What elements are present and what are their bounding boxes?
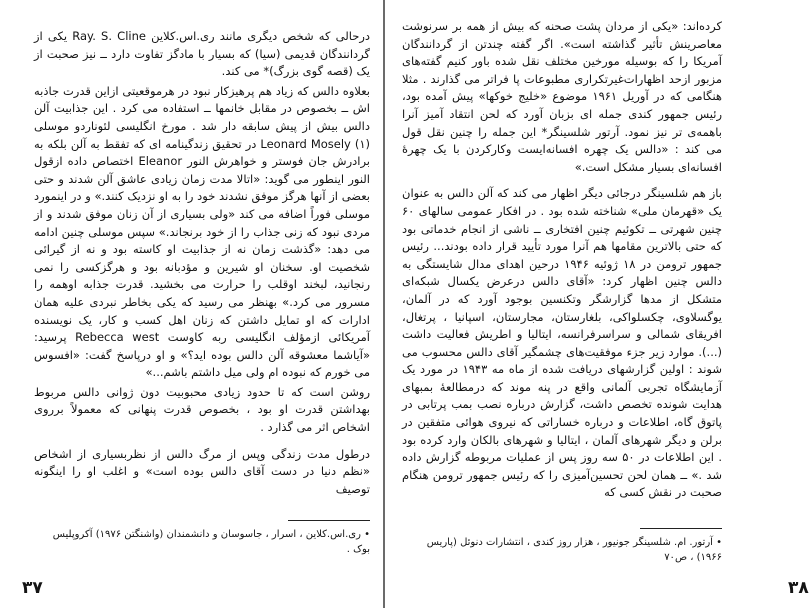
left-page-body	[34, 28, 370, 498]
left-footnote: • ری.اس.کلاین ، اسرار ، جاسوسان و دانشمندان (واشنگتن ۱۹۷۶) آکروپلیس بوک .	[52, 529, 370, 555]
left-page	[0, 0, 384, 608]
left-footnote-block	[48, 520, 370, 557]
left-paragraph-4: درطول مدت زندگی وپس از مرگ دالس از نظربسیاری از اشخاص «نظم دنیا در دست آقای دالس بوده است» و اغلب او را اینگونه توصیف	[34, 446, 370, 496]
right-page-body	[402, 18, 722, 502]
right-footnote-rule	[640, 528, 722, 529]
right-footnote-block	[402, 528, 722, 565]
left-page-number: ۳۷	[22, 578, 43, 598]
left-footnote-rule	[288, 520, 370, 521]
right-footnote: • آرتور. ام. شلسینگر جونیور ، هزار روز کندی ، انتشارات دنوئل (پاریس ۱۹۶۶) ، ص۷۰	[426, 537, 722, 563]
right-paragraph-1: کرده‌اند: «یکی از مردان پشت صحنه که بیش از همه بر سرنوشت معاصرینش تأثیر گذاشته است». اگر گفته چندتن از گردانندگان آمریکا را که بوسیله مورخین مختلف نقل شده باور کنیم گفته‌های مزبور ازحد اظهارات‌غیرتکراری مطبوعات پا فراتر می گذارند . مثلا هنگامی که در آوریل ۱۹۶۱ موضوع «خلیج خوکها» پیش آمده بود، رئیس جمهور کندی جمله ای بزبان آورد که لحن انتقاد آمیز آنرا باهمه‌ی تر نیز نمود. آرتور شلسینگر* این جمله را چنین نقل قول می کند : «دالس یک چهره افسانه‌ایست وکارکردن با یک چهرهٔ افسانه‌ای بسیار مشکل است.»	[402, 19, 722, 174]
right-paragraph-2: باز هم شلسینگر درجائی دیگر اظهار می کند که آلن دالس به عنوان یک «قهرمان ملی» شناخته شده بود . در افکار عمومی سالهای ۶۰ چنین شهرتی ــ تکوئیم چنین افتخاری ــ ناشی از انجام خدماتی بود که حتی بالاترین مقامها هم آنرا مورد تأیید قرار داده بودند... رئیس جمهور ترومن در ۱۸ ژوئیه ۱۹۴۶ درحین اهدای مدال شایستگی به دالس چنین اظهار کرد: «آقای دالس درعرض یکسال شبکه‌ای متشکل از مدها گزارشگر وتکنسین بوجود آورد که در آلمان، یوگسلاوی، چکسلواکی، بلغارستان، مجارستان، اسپانیا ، پرتغال، افریقای شمالی و سراسرفرانسه، ایتالیا و اطریش فعالیت داشت (...). موارد زیر جزء موفقیت‌های چشمگیر آقای دالس محسوب می شوند : اولین گزارشهای دریافت شده از ماه مه ۱۹۴۳ در مورد یک آزمایشگاه تجربی آلمانی واقع در پنه موند که درمطالعهٔ بمبهای هدایت شونده تخصص داشت، گزارش درباره نصب بمب پرتابی در پاتوق گاه، اطلاعات و درباره خساراتی که نیروی هوائی متفقین در برلن و دیگر شهرهای آلمان ، ایتالیا و شهرهای بالکان وارد کرده بود . این اطلاعات در ۵۰ سه روز پس از عملیات مربوطه گزارش داده شد .» ــ همان لحن تحسین‌آمیزی را که رئیس جمهور ترومن هنگام صحبت در نقش کسی که	[402, 186, 722, 500]
right-page-number: ۳۸	[788, 578, 809, 598]
left-paragraph-1: درحالی که شخص دیگری مانند ری.اس.کلاین Ray. S. Cline یکی از گردانندگان قدیمی (سیا) که بسیار با مادگز تفاوت دارد ــ نیز صحبت از یک (قصه گوی بزرگ)* می کند.	[34, 29, 370, 79]
right-page	[384, 0, 809, 608]
left-paragraph-3: روشن است که تا حدود زیادی محبوبیت دون ژوانی دالس مربوط بهداشتن قدرت او بود ، بخصوص قدرت پنهانی که معمولاً برروی اشخاص اثر می گذارد .	[34, 384, 370, 435]
left-paragraph-2: بعلاوه دالس که زیاد هم پرهیزکار نبود در هرموقعیتی ازاین قدرت جاذبه اش ــ بخصوص در مقابل خانمها ــ استفاده می کرد . این جذابیت آلن دالس بیش از پیش سابقه دار شد . مورخ انگلیسی لئوناردو موسلی Leonard Mosely (۱) در تحقیق زندگینامه ای که تفقط به آلن بلکه به برادرش جان فوستر و خواهرش النور Eleanor اختصاص داده ازقول النور اینطور می گوید: «اتالا مدت زمان زیادی عاشق آلن شدند و حتی بعضی از آنها هرگز موفق نشدند خود را به او نزدیک کنند.» و در اینمورد موسلی فوراً اضافه می کند «ولی بسیاری از آن زنان موفق شدند و از مردی نبود که زنی جذاب را از خود برنجاند.» سپس موسلی چنین ادامه می دهد: «گذشت زمان نه از جذابیت او کاسته بود و نه از گیرائی شخصیت او. سخنان او شیرین و مؤدبانه بود و هرگزکسی را نمی رنجانید، لبخند اوقلب را حرارت می بخشید. قدرت جذابه اوهمه را مسرور می کرد.» بهنظر می رسید که یکی بخاطر نبردی علیه همان ادارات که او تمایل داشتن که زنان اهل کسب و کار، یک نویسنده آمریکائی ازمؤلف انگلیسی ربه کاوست Rebecca west پرسید: «آیاشما معشوقه آلن دالس بوده اید؟» و او درپاسخ گفت: «افسوس می خورم که نبوده ام ولی میل داشتم باشم...»	[34, 83, 370, 380]
